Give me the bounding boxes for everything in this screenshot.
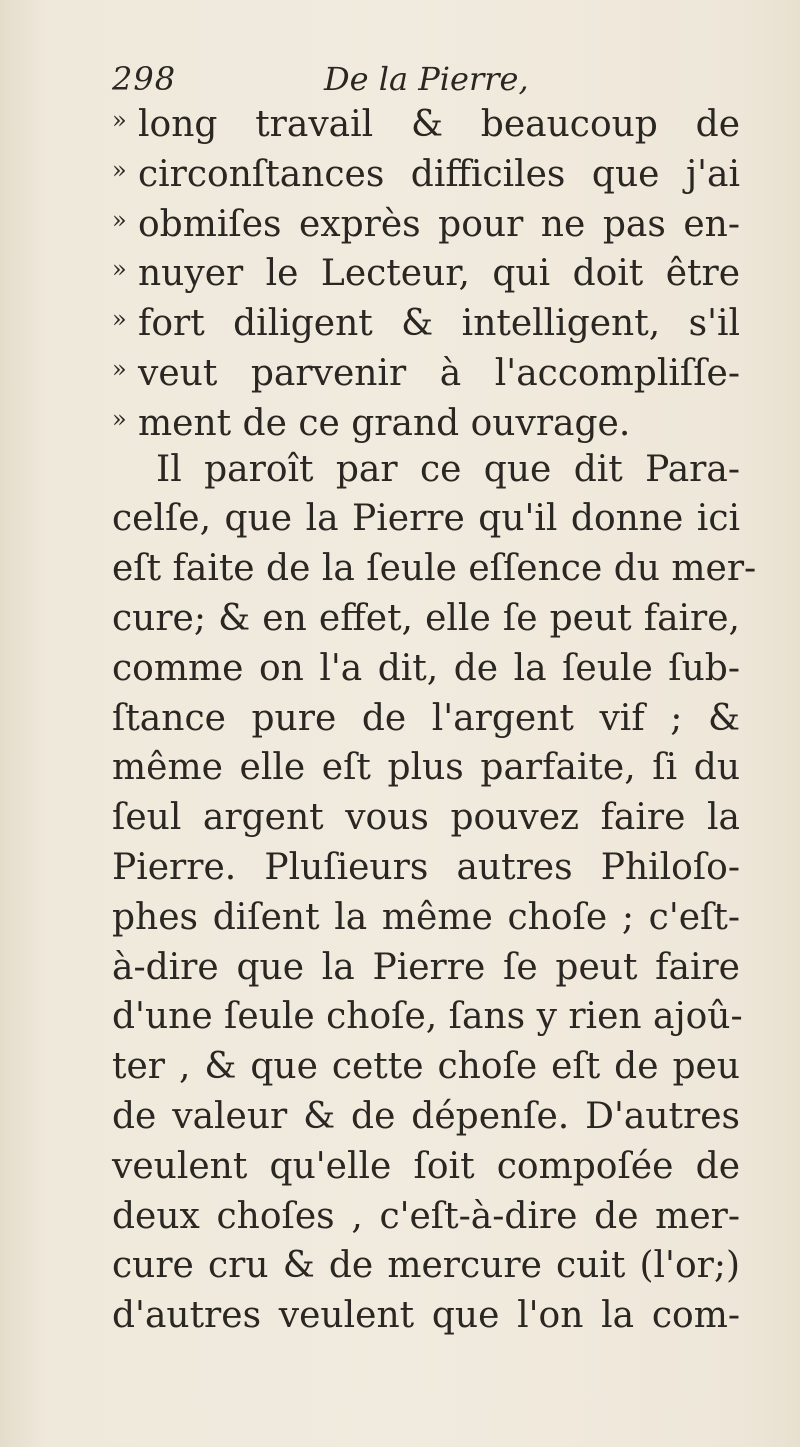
quote-mark: »: [112, 305, 127, 334]
text-line: [112, 992, 743, 1042]
quote-mark: »: [112, 404, 127, 433]
text-line: [112, 295, 740, 345]
quote-mark: »: [112, 155, 127, 184]
line-text: circonſtances difficiles que j'ai: [138, 153, 740, 195]
line-text: obmiſes exprès pour ne pas en-: [138, 203, 740, 245]
text-line: [112, 1092, 740, 1142]
text-line: [112, 494, 740, 544]
text-line: [112, 395, 740, 445]
text-line: [112, 1241, 740, 1291]
quote-mark: »: [112, 354, 127, 383]
line-text: ſtance pure de l'argent vif ; &: [112, 697, 740, 739]
line-text: d'autres veulent que l'on la com-: [112, 1295, 740, 1337]
text-line: [112, 694, 740, 744]
line-text: cure; & en effet, elle ſe peut faire,: [112, 597, 740, 639]
running-title: De la Pierre,: [324, 60, 529, 98]
line-text: phes diſent la même choſe ; c'eſt-: [112, 896, 740, 938]
line-text: d'une ſeule choſe, ſans y rien ajoû-: [112, 996, 743, 1038]
text-line: [112, 644, 740, 694]
text-line: [112, 1142, 740, 1192]
text-line: [112, 893, 740, 943]
line-text: long travail & beaucoup de: [138, 104, 740, 145]
line-text: celſe, que la Pierre qu'il donne ici: [112, 498, 740, 540]
line-text: fort diligent & intelligent, s'il: [138, 303, 740, 345]
text-line: [112, 1042, 740, 1092]
text-line: [112, 793, 740, 843]
text-line: [112, 146, 740, 196]
line-text: veut parvenir à l'accompliſſe-: [138, 352, 740, 394]
line-text: Il paroît par ce que dit Para-: [156, 448, 740, 490]
text-line: [112, 96, 740, 146]
quote-mark: »: [112, 106, 127, 134]
text-line: [112, 345, 740, 395]
quote-mark: »: [112, 205, 127, 234]
page-number: 298: [112, 60, 177, 98]
line-text: de valeur & de dépenſe. D'autres: [112, 1095, 740, 1137]
text-line: [112, 544, 757, 594]
text-line: [112, 843, 740, 893]
line-text: nuyer le Lecteur, qui doit être: [138, 253, 740, 295]
text-line: [112, 245, 740, 295]
text-line: [112, 445, 740, 495]
text-line: [112, 594, 740, 644]
line-text: eſt faite de la ſeule eſſence du mer-: [112, 548, 757, 590]
text-line: [112, 1192, 740, 1242]
line-text: Pierre. Pluſieurs autres Philoſo-: [112, 846, 740, 888]
line-text: cure cru & de mercure cuit (l'or;): [112, 1245, 740, 1287]
page-header: [112, 60, 672, 100]
body-text: [112, 96, 757, 1341]
line-text: ment de ce grand ouvrage.: [138, 402, 631, 444]
text-line: [112, 943, 740, 993]
line-text: comme on l'a dit, de la ſeule ſub-: [112, 647, 740, 689]
line-text: veulent qu'elle ſoit compoſée de: [112, 1145, 740, 1187]
line-text: à-dire que la Pierre ſe peut faire: [112, 946, 740, 988]
text-line: [112, 1291, 740, 1341]
line-text: même elle eſt plus parfaite, ſi du: [112, 747, 740, 789]
line-text: deux choſes , c'eſt-à-dire de mer-: [112, 1195, 740, 1237]
line-text: ter , & que cette choſe eſt de peu: [112, 1046, 740, 1088]
text-line: [112, 743, 740, 793]
quote-mark: »: [112, 255, 127, 284]
text-line: [112, 196, 740, 246]
line-text: ſeul argent vous pouvez faire la: [112, 797, 740, 839]
